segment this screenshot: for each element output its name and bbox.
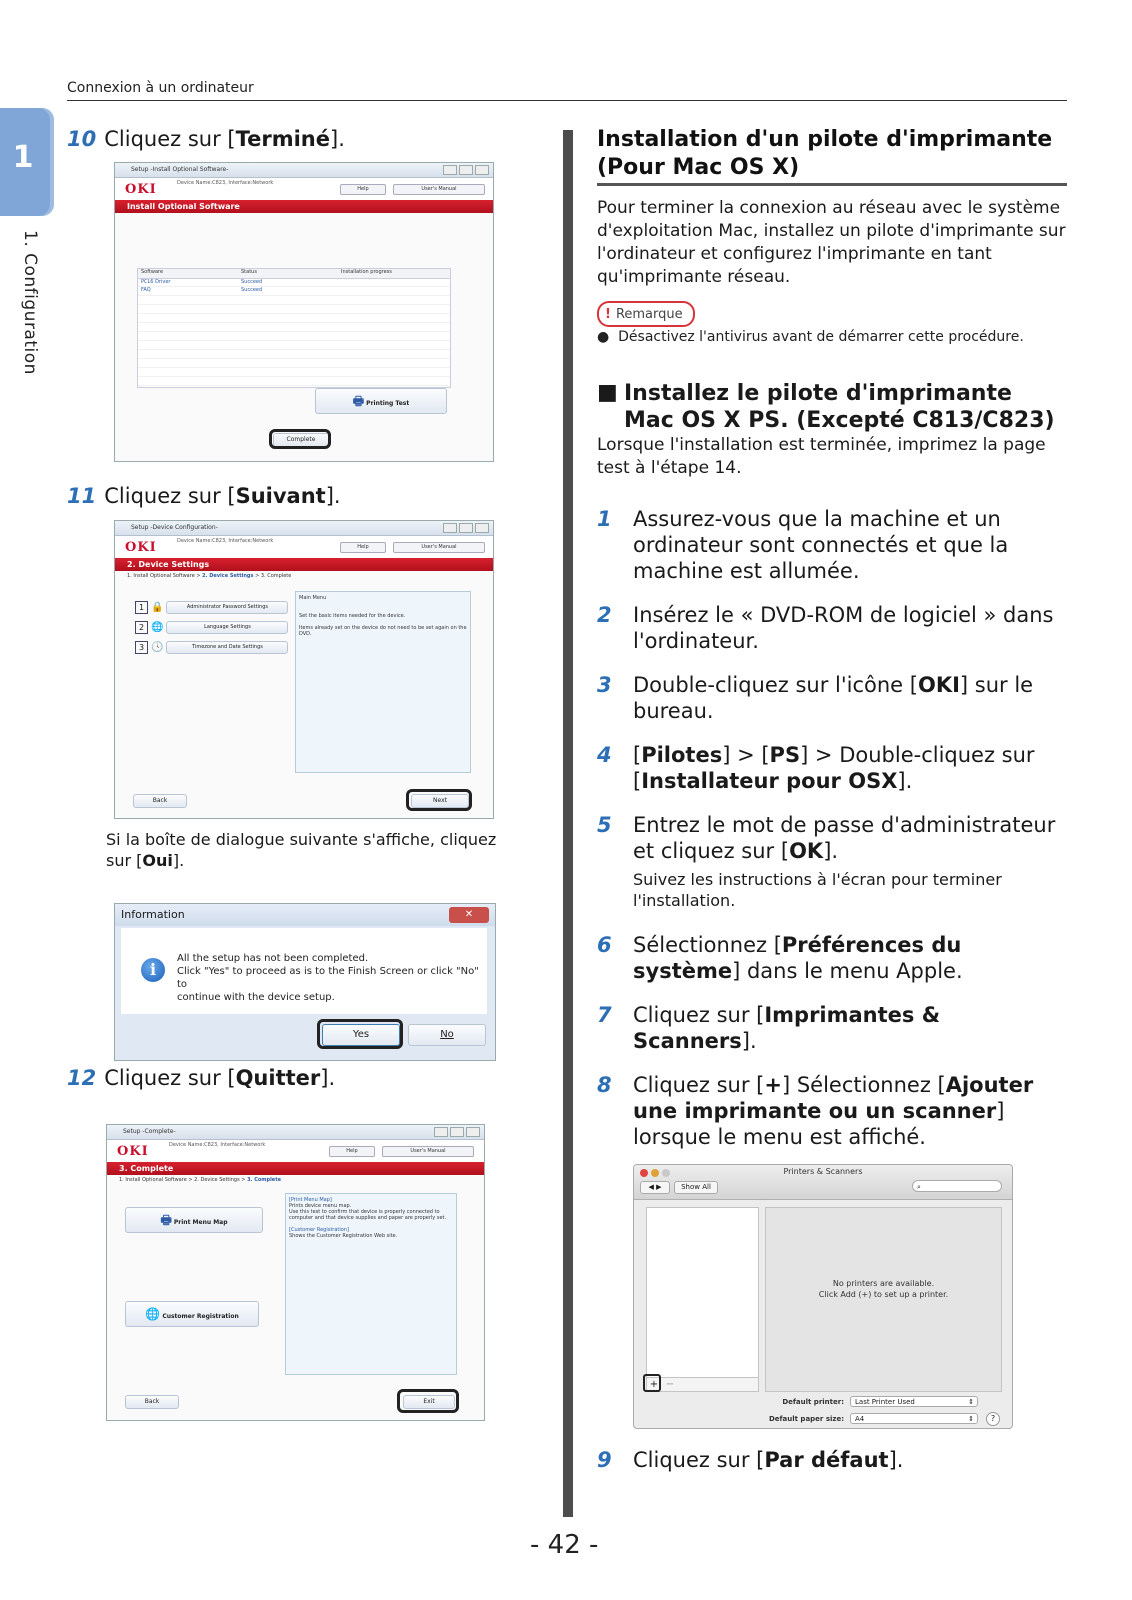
search-input[interactable] — [912, 1180, 1002, 1192]
step-11: 11 Cliquez sur [Suivant]. — [67, 484, 341, 508]
chapter-number: 1 — [12, 140, 34, 175]
back-button[interactable]: Back — [125, 1395, 179, 1409]
list-controls — [646, 1377, 759, 1392]
language-icon: 🌐 — [151, 622, 164, 633]
screenshot-complete — [106, 1124, 485, 1421]
device-name: Device Name:C823, Interface:Network — [177, 538, 274, 544]
empty-message: No printers are available. Click Add (+) to set up a printer. — [818, 1279, 949, 1299]
screenshot-install-optional-software — [114, 162, 494, 462]
column-divider — [563, 130, 573, 1517]
heading-rule — [597, 183, 1067, 186]
info-panel: [Print Menu Map] Prints device menu map. Use this test to confirm that device is properly connected to computer and that device supplies and paper are properly set. [Customer Registration] Shows the Customer Registration Web site. — [285, 1193, 457, 1375]
help-button[interactable]: Help — [340, 184, 386, 195]
printing-test-button[interactable]: 🖶 Printing Test — [315, 388, 447, 414]
window-titlebar: Setup -Device Configuration- — [115, 521, 493, 536]
printer-detail-pane — [765, 1207, 1002, 1392]
highlight-box — [643, 1374, 661, 1392]
mac-step: 9 Cliquez sur [Par défaut]. — [597, 1448, 904, 1472]
header-rule — [67, 100, 1067, 101]
list-item[interactable]: 1 🔒 Administrator Password Settings — [135, 599, 288, 616]
manual-button[interactable]: User's Manual — [393, 542, 485, 553]
step-note: Suivez les instructions à l'écran pour terminer l'installation. — [633, 870, 1002, 910]
square-bullet-icon: ■ — [597, 380, 618, 405]
default-printer-select[interactable]: Last Printer Used ⇕ — [850, 1396, 978, 1407]
back-forward-icon[interactable]: ◀ ▶ — [640, 1181, 670, 1194]
mac-step: 6 Sélectionnez [Préférences du système] dans le menu Apple. — [597, 933, 963, 983]
running-header: Connexion à un ordinateur — [67, 80, 254, 96]
window-titlebar: Setup -Install Optional Software- — [115, 163, 493, 178]
device-name: Device Name:C823, Interface:Network — [177, 180, 274, 186]
window-controls — [434, 1127, 480, 1137]
settings-list — [135, 599, 288, 656]
info-icon: i — [141, 958, 165, 982]
info-panel: Main Menu Set the basic items needed for the device. Items already set on the device do not need to be set again on the DVD. — [295, 591, 471, 773]
breadcrumb: 1. Install Optional Software > 2. Device Settings > 3. Complete — [119, 1177, 281, 1183]
step-number: 12 — [67, 1066, 97, 1090]
highlight-box — [269, 429, 331, 449]
chapter-label: 1. Configuration — [20, 230, 40, 375]
next-button[interactable]: Next — [411, 794, 469, 808]
back-button[interactable]: Back — [133, 794, 187, 808]
help-button[interactable]: Help — [340, 542, 386, 553]
mac-step: 8 Cliquez sur [+] Sélectionnez [Ajouter une imprimante ou un scanner] lorsque le menu est affiché. — [597, 1073, 1034, 1149]
paper-size-select[interactable]: A4 ⇕ — [850, 1413, 978, 1424]
globe-icon: 🌐 — [145, 1307, 161, 1321]
close-icon[interactable]: ✕ — [449, 907, 489, 923]
oki-logo: OKI — [125, 540, 157, 555]
window-titlebar: Setup -Complete- — [107, 1125, 484, 1140]
step-number: 10 — [67, 127, 97, 151]
oki-logo: OKI — [117, 1144, 149, 1159]
dialog-message: All the setup has not been completed. Click "Yes" to proceed as is to the Finish Screen or click "No" to continue with the device setup. — [177, 953, 479, 1003]
highlight-box — [406, 789, 472, 811]
manual-button[interactable]: User's Manual — [382, 1146, 474, 1157]
window-controls — [443, 165, 489, 175]
remarque-badge: ! Remarque — [597, 301, 695, 327]
add-printer-button[interactable]: + — [649, 1379, 659, 1390]
mac-toolbar — [634, 1165, 1012, 1200]
mac-step: 5 Entrez le mot de passe d'administrateur et cliquez sur [OK]. Suivez les instructions à l'écran pour terminer l'installation. — [597, 812, 1067, 911]
no-button[interactable]: No — [408, 1024, 486, 1046]
dialog-titlebar: Information ✕ — [115, 904, 495, 926]
mac-step: 7 Cliquez sur [Imprimantes & Scanners]. — [597, 1003, 941, 1053]
mac-step: 3 Double-cliquez sur l'icône [OKI] sur le bureau. — [597, 673, 1034, 723]
remarque-bullet: ● Désactivez l'antivirus avant de démarrer cette procédure. — [597, 329, 1024, 345]
highlight-box — [317, 1019, 403, 1049]
section-banner: Install Optional Software — [115, 200, 493, 213]
mac-step: 1 Assurez-vous que la machine et un ordinateur sont connectés et que la machine est allumée. — [597, 507, 1009, 583]
device-name: Device Name:C823, Interface:Network — [169, 1142, 266, 1148]
mac-step: 2 Insérez le « DVD-ROM de logiciel » dans l'ordinateur. — [597, 603, 1054, 653]
highlight-box — [397, 1389, 459, 1413]
exit-button[interactable]: Exit — [403, 1395, 455, 1409]
stepper-icon: ⇕ — [968, 1398, 974, 1406]
step-12: 12 Cliquez sur [Quitter]. — [67, 1066, 336, 1090]
software-table — [137, 268, 451, 388]
help-icon[interactable]: ? — [986, 1412, 1000, 1426]
oki-header — [115, 178, 493, 200]
manual-button[interactable]: User's Manual — [393, 184, 485, 195]
table-row: PCL6 Driver Succeed — [141, 279, 263, 285]
printer-list — [646, 1207, 759, 1379]
stepper-icon: ⇕ — [968, 1415, 974, 1423]
screenshot-information-dialog — [114, 903, 496, 1061]
oki-logo: OKI — [125, 182, 157, 197]
breadcrumb: 1. Install Optional Software > 2. Device Settings > 3. Complete — [127, 573, 292, 579]
window-controls — [443, 523, 489, 533]
list-item[interactable]: 2 🌐 Language Settings — [135, 619, 288, 636]
print-menu-map-button[interactable]: 🖶 Print Menu Map — [125, 1207, 263, 1233]
page-number: - 42 - — [530, 1530, 599, 1560]
intro-paragraph: Pour terminer la connexion au réseau avec le système d'exploitation Mac, installez un pilote d'imprimante sur l'ordinateur et configurez l'imprimante en tant qu'imprimante réseau. — [597, 198, 1066, 287]
sub-intro: Lorsque l'installation est terminée, imprimez la page test à l'étape 14. — [597, 435, 1046, 478]
dialog-note: Si la boîte de dialogue suivante s'affiche, cliquez sur [Oui]. — [106, 830, 497, 870]
screenshot-printers-scanners — [633, 1164, 1013, 1429]
screenshot-device-settings — [114, 520, 494, 819]
subheading: ■ Installez le pilote d'imprimante Mac OS X PS. (Excepté C813/C823) — [597, 380, 1055, 433]
oki-header — [115, 536, 493, 558]
alert-icon: ! — [605, 306, 611, 322]
clock-icon: 🕓 — [151, 642, 164, 653]
table-header: Software Status Installation progress — [138, 269, 450, 279]
remove-printer-button[interactable]: − — [665, 1379, 675, 1390]
printer-icon: 🖶 — [352, 394, 365, 408]
step-10: 10 Cliquez sur [Terminé]. — [67, 127, 345, 151]
mac-window-title: Printers & Scanners — [783, 1167, 863, 1176]
section-banner: 3. Complete — [107, 1162, 484, 1175]
step-number: 11 — [67, 484, 97, 508]
show-all-button[interactable]: Show All — [674, 1181, 718, 1194]
lock-icon: 🔒 — [151, 602, 164, 613]
default-printer-label: Default printer: — [782, 1398, 844, 1406]
mac-step: 4 [Pilotes] > [PS] > Double-cliquez sur [Installateur pour OSX]. — [597, 743, 1035, 793]
section-banner: 2. Device Settings — [115, 558, 493, 571]
search-icon: ⌕ — [917, 1183, 921, 1191]
paper-size-label: Default paper size: — [768, 1415, 844, 1423]
section-heading: Installation d'un pilote d'imprimante (Pour Mac OS X) — [597, 127, 1053, 180]
help-button[interactable]: Help — [329, 1146, 375, 1157]
customer-registration-button[interactable]: 🌐 Customer Registration — [125, 1301, 259, 1327]
complete-button[interactable]: Complete — [273, 433, 329, 447]
bullet-icon: ● — [597, 329, 619, 345]
chapter-tab — [0, 108, 54, 216]
table-row: FAQ Succeed — [141, 287, 263, 293]
dialog-body — [121, 928, 487, 1014]
printer-icon: 🖶 — [160, 1213, 172, 1227]
oki-header — [107, 1140, 484, 1162]
list-item[interactable]: 3 🕓 Timezone and Date Settings — [135, 639, 288, 656]
yes-button[interactable]: Yes — [322, 1024, 400, 1046]
